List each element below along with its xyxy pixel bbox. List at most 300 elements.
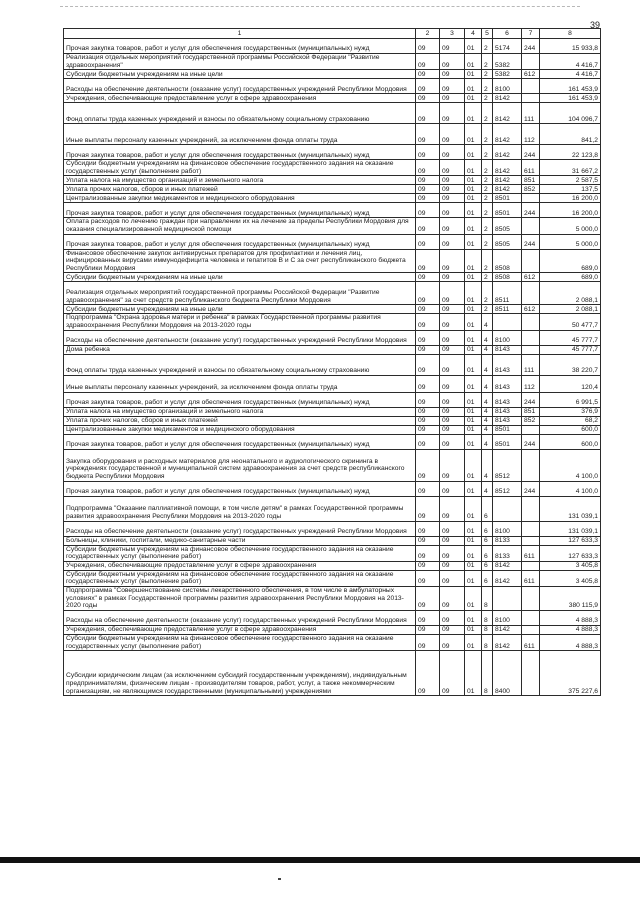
code-expense-type: [522, 449, 540, 481]
code-section: 09: [416, 79, 440, 94]
code-section: 09: [416, 392, 440, 407]
code-subprogram: 2: [482, 79, 493, 94]
code-section: 09: [416, 625, 440, 634]
code-section: 09: [416, 586, 440, 610]
code-target: [493, 314, 522, 330]
row-description: Подпрограмма "Совершенствование системы лекарственного обеспечения, в том числе в амбулаторных условиях" в рамках Государственной программы развития здравоохранения Республики Мордовия на 2013-2020 годы: [64, 586, 416, 610]
code-target: 8100: [493, 521, 522, 536]
code-subprogram: 2: [482, 218, 493, 234]
row-amount: 3 405,8: [540, 561, 601, 570]
table-row: [64, 305, 601, 314]
code-subprogram: 4: [482, 345, 493, 354]
code-subsection: 09: [440, 330, 465, 345]
code-program: 01: [465, 273, 482, 282]
code-subsection: 09: [440, 496, 465, 521]
code-program: 01: [465, 345, 482, 354]
code-program: 01: [465, 354, 482, 375]
table-row: [64, 449, 601, 481]
code-section: 09: [416, 185, 440, 194]
code-program: 01: [465, 145, 482, 160]
code-target: 8143: [493, 375, 522, 392]
code-program: 01: [465, 79, 482, 94]
code-subprogram: 4: [482, 407, 493, 416]
column-header: 6: [493, 29, 522, 39]
code-program: 01: [465, 249, 482, 273]
code-expense-type: 244: [522, 392, 540, 407]
table-row: [64, 586, 601, 610]
code-subsection: 09: [440, 249, 465, 273]
row-amount: 2 088,1: [540, 305, 601, 314]
code-expense-type: 244: [522, 234, 540, 249]
row-amount: 15 933,8: [540, 39, 601, 54]
code-program: 01: [465, 610, 482, 625]
code-subprogram: 4: [482, 330, 493, 345]
row-description: Дома ребенка: [64, 345, 416, 354]
code-subprogram: 2: [482, 249, 493, 273]
table-row: [64, 218, 601, 234]
code-program: 01: [465, 561, 482, 570]
row-description: Реализация отдельных мероприятий государственной программы Российской Федерации "Развитие здравоохранения": [64, 54, 416, 70]
code-target: 8133: [493, 545, 522, 561]
table-row: [64, 545, 601, 561]
code-section: 09: [416, 54, 440, 70]
code-subprogram: 2: [482, 194, 493, 203]
column-header: 1: [64, 29, 416, 39]
row-amount: 6 991,5: [540, 392, 601, 407]
code-program: 01: [465, 416, 482, 425]
row-amount: 16 200,0: [540, 203, 601, 218]
code-subprogram: 2: [482, 103, 493, 124]
code-program: 01: [465, 124, 482, 145]
code-program: 01: [465, 176, 482, 185]
code-target: 5382: [493, 54, 522, 70]
code-target: 8142: [493, 103, 522, 124]
row-amount: 137,5: [540, 185, 601, 194]
code-subsection: 09: [440, 449, 465, 481]
code-subsection: 09: [440, 407, 465, 416]
code-expense-type: 244: [522, 145, 540, 160]
column-header: 7: [522, 29, 540, 39]
code-program: 01: [465, 392, 482, 407]
table-row: [64, 314, 601, 330]
code-subprogram: 4: [482, 416, 493, 425]
table-row: [64, 203, 601, 218]
code-subsection: 09: [440, 234, 465, 249]
row-amount: 4 888,3: [540, 610, 601, 625]
code-program: 01: [465, 218, 482, 234]
code-subsection: 09: [440, 375, 465, 392]
code-program: 01: [465, 234, 482, 249]
row-description: Субсидии бюджетным учреждениям на иные цели: [64, 305, 416, 314]
row-description: Уплата налога на имущество организаций и земельного налога: [64, 407, 416, 416]
code-subsection: 09: [440, 194, 465, 203]
code-target: 8501: [493, 434, 522, 449]
page-number: 39: [589, 20, 600, 30]
row-description: Подпрограмма "Оказание паллиативной помощи, в том числе детям" в рамках Государственной программы развития здравоохранения Республики Мордовия на 2013-2020 годы: [64, 496, 416, 521]
row-amount: 131 039,1: [540, 496, 601, 521]
code-section: 09: [416, 70, 440, 79]
table-row: [64, 561, 601, 570]
table-row: [64, 481, 601, 496]
code-program: 01: [465, 103, 482, 124]
code-expense-type: [522, 561, 540, 570]
code-section: 09: [416, 481, 440, 496]
code-program: 01: [465, 330, 482, 345]
code-expense-type: [522, 330, 540, 345]
code-subsection: 09: [440, 176, 465, 185]
table-row: [64, 282, 601, 305]
code-program: 01: [465, 375, 482, 392]
code-subprogram: 4: [482, 354, 493, 375]
code-subsection: 09: [440, 354, 465, 375]
code-target: 8142: [493, 185, 522, 194]
code-target: 8142: [493, 145, 522, 160]
row-amount: 50 477,7: [540, 314, 601, 330]
code-subprogram: 6: [482, 570, 493, 586]
code-program: 01: [465, 185, 482, 194]
table-row: [64, 273, 601, 282]
row-amount: 380 115,9: [540, 586, 601, 610]
code-program: 01: [465, 651, 482, 696]
row-description: Фонд оплаты труда казенных учреждений и взносы по обязательному социальному страхованию: [64, 354, 416, 375]
code-subsection: 09: [440, 481, 465, 496]
code-subsection: 09: [440, 570, 465, 586]
code-expense-type: [522, 314, 540, 330]
code-section: 09: [416, 194, 440, 203]
code-subprogram: 2: [482, 160, 493, 176]
row-description: Централизованные закупки медикаментов и медицинского оборудования: [64, 194, 416, 203]
code-expense-type: 244: [522, 39, 540, 54]
code-target: 8142: [493, 124, 522, 145]
code-target: 8142: [493, 160, 522, 176]
row-description: Субсидии бюджетным учреждениям на финансовое обеспечение государственного задания на оказание государственных услуг (выполнение работ): [64, 160, 416, 176]
row-amount: 45 777,7: [540, 345, 601, 354]
code-program: 01: [465, 481, 482, 496]
code-subsection: 09: [440, 610, 465, 625]
row-amount: 841,2: [540, 124, 601, 145]
table-row: [64, 176, 601, 185]
code-target: 8512: [493, 481, 522, 496]
row-description: Прочая закупка товаров, работ и услуг для обеспечения государственных (муниципальных) нужд: [64, 203, 416, 218]
code-section: 09: [416, 39, 440, 54]
code-section: 09: [416, 160, 440, 176]
row-description: Субсидии бюджетным учреждениям на финансовое обеспечение государственного задания на оказание государственных услуг (выполнение работ): [64, 570, 416, 586]
code-program: 01: [465, 39, 482, 54]
row-description: Иные выплаты персоналу казенных учреждений, за исключением фонда оплаты труда: [64, 375, 416, 392]
code-program: 01: [465, 160, 482, 176]
code-section: 09: [416, 496, 440, 521]
code-subprogram: 6: [482, 545, 493, 561]
code-program: 01: [465, 407, 482, 416]
table-row: [64, 234, 601, 249]
table-body: [64, 39, 601, 696]
row-description: Прочая закупка товаров, работ и услуг для обеспечения государственных (муниципальных) нужд: [64, 434, 416, 449]
row-description: Субсидии бюджетным учреждениям на иные цели: [64, 273, 416, 282]
row-amount: 127 633,3: [540, 536, 601, 545]
code-target: 8511: [493, 282, 522, 305]
row-amount: 4 416,7: [540, 54, 601, 70]
table-row: [64, 330, 601, 345]
code-program: 01: [465, 634, 482, 650]
code-subsection: 09: [440, 434, 465, 449]
top-scan-edge: [60, 6, 580, 7]
row-description: Расходы на обеспечение деятельности (оказание услуг) государственных учреждений Республики Мордовия: [64, 610, 416, 625]
table-row: [64, 79, 601, 94]
code-section: 09: [416, 545, 440, 561]
code-target: 8505: [493, 218, 522, 234]
code-subsection: 09: [440, 124, 465, 145]
row-amount: 600,0: [540, 434, 601, 449]
column-header: 3: [440, 29, 465, 39]
code-subsection: 09: [440, 586, 465, 610]
code-target: 8100: [493, 330, 522, 345]
code-expense-type: 612: [522, 70, 540, 79]
code-subprogram: 2: [482, 282, 493, 305]
code-subsection: 09: [440, 103, 465, 124]
column-header: 4: [465, 29, 482, 39]
code-subprogram: 6: [482, 496, 493, 521]
code-subprogram: 2: [482, 70, 493, 79]
table-row: [64, 625, 601, 634]
code-expense-type: [522, 536, 540, 545]
code-subprogram: 8: [482, 651, 493, 696]
code-target: 8100: [493, 610, 522, 625]
code-expense-type: [522, 282, 540, 305]
code-section: 09: [416, 218, 440, 234]
row-amount: 4 100,0: [540, 481, 601, 496]
code-section: 09: [416, 103, 440, 124]
code-program: 01: [465, 70, 482, 79]
table-row: [64, 496, 601, 521]
table-row: [64, 185, 601, 194]
code-target: 5174: [493, 39, 522, 54]
code-subsection: 09: [440, 425, 465, 434]
row-description: Оплата расходов по лечению граждан при направлении их на лечение за пределы Республики Мордовия для оказания специализированной медицинской помощи: [64, 218, 416, 234]
column-header-row: [64, 29, 601, 39]
row-description: Прочая закупка товаров, работ и услуг для обеспечения государственных (муниципальных) нужд: [64, 234, 416, 249]
table-row: [64, 651, 601, 696]
code-target: 8142: [493, 634, 522, 650]
code-subsection: 09: [440, 625, 465, 634]
row-description: Субсидии бюджетным учреждениям на финансовое обеспечение государственного задания на оказание государственных услуг (выполнение работ): [64, 545, 416, 561]
code-target: 8142: [493, 94, 522, 103]
code-target: 8512: [493, 449, 522, 481]
row-amount: 2 088,1: [540, 282, 601, 305]
row-amount: 600,0: [540, 425, 601, 434]
code-expense-type: [522, 249, 540, 273]
code-expense-type: [522, 521, 540, 536]
code-subsection: 09: [440, 561, 465, 570]
code-subsection: 09: [440, 282, 465, 305]
code-subprogram: 2: [482, 185, 493, 194]
code-expense-type: [522, 586, 540, 610]
table-row: [64, 354, 601, 375]
code-program: 01: [465, 282, 482, 305]
code-subprogram: 2: [482, 305, 493, 314]
code-expense-type: [522, 94, 540, 103]
code-expense-type: 612: [522, 305, 540, 314]
code-subprogram: 2: [482, 234, 493, 249]
code-target: 8100: [493, 79, 522, 94]
code-section: 09: [416, 234, 440, 249]
row-amount: 131 039,1: [540, 521, 601, 536]
code-program: 01: [465, 314, 482, 330]
row-amount: 689,0: [540, 273, 601, 282]
row-description: Иные выплаты персоналу казенных учреждений, за исключением фонда оплаты труда: [64, 124, 416, 145]
code-subsection: 09: [440, 185, 465, 194]
row-amount: 22 123,8: [540, 145, 601, 160]
code-subsection: 09: [440, 70, 465, 79]
code-subsection: 09: [440, 392, 465, 407]
code-expense-type: 112: [522, 124, 540, 145]
row-description: Прочая закупка товаров, работ и услуг для обеспечения государственных (муниципальных) нужд: [64, 145, 416, 160]
code-subsection: 09: [440, 160, 465, 176]
code-target: 8143: [493, 416, 522, 425]
code-section: 09: [416, 407, 440, 416]
table-row: [64, 249, 601, 273]
code-expense-type: 852: [522, 416, 540, 425]
row-amount: 104 096,7: [540, 103, 601, 124]
code-subprogram: 8: [482, 610, 493, 625]
code-subsection: 09: [440, 314, 465, 330]
table-row: [64, 521, 601, 536]
code-expense-type: [522, 345, 540, 354]
code-expense-type: [522, 496, 540, 521]
row-description: Прочая закупка товаров, работ и услуг для обеспечения государственных (муниципальных) нужд: [64, 39, 416, 54]
code-subprogram: 2: [482, 124, 493, 145]
code-section: 09: [416, 634, 440, 650]
row-amount: 2 587,5: [540, 176, 601, 185]
code-target: 8143: [493, 392, 522, 407]
code-expense-type: 111: [522, 354, 540, 375]
row-description: Прочая закупка товаров, работ и услуг для обеспечения государственных (муниципальных) нужд: [64, 481, 416, 496]
code-subprogram: 4: [482, 314, 493, 330]
row-description: Субсидии бюджетным учреждениям на финансовое обеспечение государственного задания на оказание государственных услуг (выполнение работ): [64, 634, 416, 650]
code-section: 09: [416, 273, 440, 282]
code-program: 01: [465, 203, 482, 218]
row-description: Субсидии юридическим лицам (за исключением субсидий государственным учреждениям), индивидуальным предпринимателям, физическим лицам - производителям товаров, работ, услуг, а также некоммерческим организациям, не являющимся государственными (муниципальными) учреждениями: [64, 651, 416, 696]
row-amount: 68,2: [540, 416, 601, 425]
code-subsection: 09: [440, 345, 465, 354]
code-expense-type: [522, 651, 540, 696]
code-target: [493, 496, 522, 521]
code-section: 09: [416, 249, 440, 273]
row-description: Учреждения, обеспечивающие предоставление услуг в сфере здравоохранения: [64, 625, 416, 634]
table-row: [64, 536, 601, 545]
code-section: 09: [416, 124, 440, 145]
row-amount: 161 453,9: [540, 94, 601, 103]
code-expense-type: 244: [522, 434, 540, 449]
scan-speck: [278, 878, 281, 880]
code-section: 09: [416, 521, 440, 536]
code-section: 09: [416, 536, 440, 545]
code-expense-type: [522, 625, 540, 634]
table-row: [64, 124, 601, 145]
row-description: Фонд оплаты труда казенных учреждений и взносы по обязательному социальному страхованию: [64, 103, 416, 124]
row-description: Уплата прочих налогов, сборов и иных платежей: [64, 185, 416, 194]
code-subsection: 09: [440, 634, 465, 650]
table-row: [64, 425, 601, 434]
row-description: Прочая закупка товаров, работ и услуг для обеспечения государственных (муниципальных) нужд: [64, 392, 416, 407]
code-subprogram: 2: [482, 145, 493, 160]
code-program: 01: [465, 496, 482, 521]
row-amount: 4 416,7: [540, 70, 601, 79]
code-section: 09: [416, 145, 440, 160]
code-expense-type: [522, 610, 540, 625]
row-amount: 5 000,0: [540, 234, 601, 249]
table-row: [64, 103, 601, 124]
code-subprogram: 4: [482, 392, 493, 407]
row-description: Реализация отдельных мероприятий государственной программы Российской Федерации "Развитие здравоохранения" за счет средств республиканского бюджета Республики Мордовия: [64, 282, 416, 305]
table-row: [64, 70, 601, 79]
code-section: 09: [416, 282, 440, 305]
table-row: [64, 434, 601, 449]
row-amount: 689,0: [540, 249, 601, 273]
code-target: [493, 586, 522, 610]
row-description: Централизованные закупки медикаментов и медицинского оборудования: [64, 425, 416, 434]
code-target: 8501: [493, 203, 522, 218]
code-subprogram: 2: [482, 273, 493, 282]
code-subprogram: 8: [482, 586, 493, 610]
code-subsection: 09: [440, 305, 465, 314]
code-expense-type: 112: [522, 375, 540, 392]
code-section: 09: [416, 203, 440, 218]
code-expense-type: 244: [522, 481, 540, 496]
code-section: 09: [416, 425, 440, 434]
code-program: 01: [465, 434, 482, 449]
code-section: 09: [416, 305, 440, 314]
code-expense-type: 111: [522, 103, 540, 124]
table-row: [64, 160, 601, 176]
row-amount: 4 888,3: [540, 634, 601, 650]
code-subsection: 09: [440, 273, 465, 282]
table-row: [64, 407, 601, 416]
row-amount: 5 000,0: [540, 218, 601, 234]
row-description: Учреждения, обеспечивающие предоставление услуг в сфере здравоохранения: [64, 94, 416, 103]
code-program: 01: [465, 521, 482, 536]
code-target: 5382: [493, 70, 522, 79]
row-description: Финансовое обеспечение закупок антивирусных препаратов для профилактики и лечения лиц, инфицированных вирусами иммунодефицита человека и гепатитов В и С за счет республиканского бюджета Республики Мордовия: [64, 249, 416, 273]
code-expense-type: [522, 425, 540, 434]
code-subprogram: 4: [482, 449, 493, 481]
code-expense-type: 851: [522, 407, 540, 416]
code-program: 01: [465, 305, 482, 314]
row-amount: 375 227,6: [540, 651, 601, 696]
code-section: 09: [416, 176, 440, 185]
code-target: 8142: [493, 561, 522, 570]
code-subprogram: 4: [482, 425, 493, 434]
row-amount: 4 100,0: [540, 449, 601, 481]
code-expense-type: [522, 54, 540, 70]
column-header: 8: [540, 29, 601, 39]
code-expense-type: 612: [522, 273, 540, 282]
row-description: Расходы на обеспечение деятельности (оказание услуг) государственных учреждений Республики Мордовия: [64, 330, 416, 345]
code-target: 8143: [493, 345, 522, 354]
code-expense-type: 611: [522, 570, 540, 586]
code-target: 8508: [493, 249, 522, 273]
row-amount: 4 888,3: [540, 625, 601, 634]
code-subprogram: 2: [482, 176, 493, 185]
code-subprogram: 4: [482, 375, 493, 392]
code-subprogram: 4: [482, 481, 493, 496]
table-row: [64, 54, 601, 70]
row-description: Учреждения, обеспечивающие предоставление услуг в сфере здравоохранения: [64, 561, 416, 570]
row-amount: 161 453,9: [540, 79, 601, 94]
row-amount: 3 405,8: [540, 570, 601, 586]
code-subsection: 09: [440, 651, 465, 696]
code-subsection: 09: [440, 79, 465, 94]
code-expense-type: [522, 194, 540, 203]
